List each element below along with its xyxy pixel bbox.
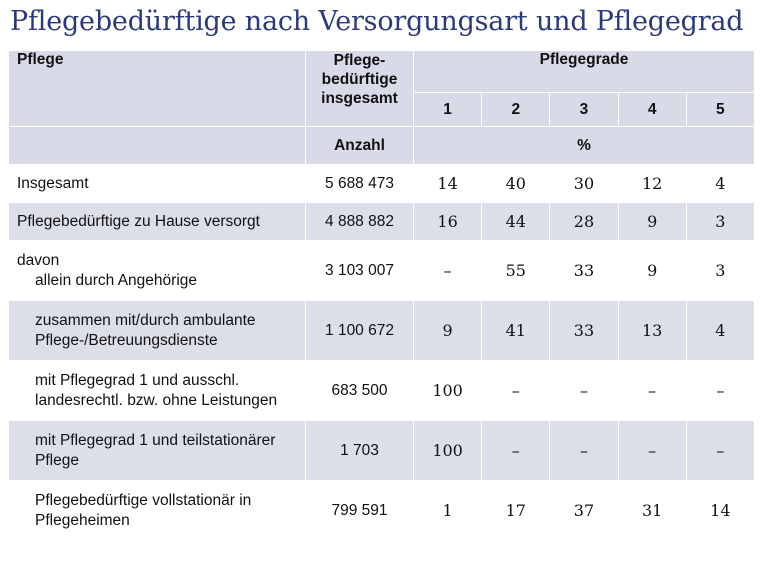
row-grade-5: 3 <box>686 241 754 301</box>
row-total: 4 888 882 <box>306 203 414 241</box>
row-label <box>9 421 306 481</box>
header-grade-5: 5 <box>686 93 754 127</box>
table-row <box>9 481 755 541</box>
row-total: 1 703 <box>306 421 414 481</box>
row-grade-3: – <box>550 421 618 481</box>
header-total-line1: Pflege- <box>333 52 386 69</box>
row-grade-1: 14 <box>414 165 482 203</box>
header-total-line2: bedürftige <box>321 71 398 88</box>
row-grade-2: 40 <box>482 165 550 203</box>
row-total: 5 688 473 <box>306 165 414 203</box>
row-grade-2: 44 <box>482 203 550 241</box>
row-grade-2: 55 <box>482 241 550 301</box>
row-grade-4: 12 <box>618 165 686 203</box>
header-total-line3: insgesamt <box>321 90 398 107</box>
row-total: 3 103 007 <box>306 241 414 301</box>
row-label-line: zusammen mit/durch ambulante <box>35 311 256 329</box>
row-label-line: mit Pflegegrad 1 und ausschl. <box>35 371 240 389</box>
row-grade-4: 31 <box>618 481 686 541</box>
row-total: 683 500 <box>306 361 414 421</box>
header-grade-4: 4 <box>618 93 686 127</box>
table-row <box>9 361 755 421</box>
table-body <box>9 165 755 541</box>
row-grade-5: 4 <box>686 301 754 361</box>
row-grade-3: – <box>550 361 618 421</box>
row-label-line: allein durch Angehörige <box>35 271 198 289</box>
row-grade-3: 28 <box>550 203 618 241</box>
row-grade-2: – <box>482 421 550 481</box>
row-label-line: mit Pflegegrad 1 und teilstationärer <box>35 431 276 449</box>
header-unit-total: Anzahl <box>306 127 414 165</box>
table-row <box>9 241 755 301</box>
row-grade-2: 17 <box>482 481 550 541</box>
row-grade-5: – <box>686 361 754 421</box>
row-total: 799 591 <box>306 481 414 541</box>
row-label-line: landesrechtl. bzw. ohne Leistungen <box>35 391 278 409</box>
header-grades: Pflegegrade <box>414 51 755 93</box>
row-grade-3: 33 <box>550 241 618 301</box>
row-grade-3: 37 <box>550 481 618 541</box>
row-grade-2: – <box>482 361 550 421</box>
row-grade-5: 14 <box>686 481 754 541</box>
row-label <box>9 203 306 241</box>
header-grade-3: 3 <box>550 93 618 127</box>
table-row <box>9 301 755 361</box>
data-table <box>8 50 755 541</box>
row-label-line: Insgesamt <box>17 174 89 192</box>
header-pflege: Pflege <box>9 51 306 127</box>
row-label <box>9 301 306 361</box>
row-grade-4: 13 <box>618 301 686 361</box>
header-grade-1: 1 <box>414 93 482 127</box>
header-grade-2: 2 <box>482 93 550 127</box>
row-label <box>9 165 306 203</box>
row-grade-1: 100 <box>414 361 482 421</box>
page-title: Pflegebedürftige nach Versorgungsart und Pflegegrad <box>10 6 744 37</box>
row-grade-1: 100 <box>414 421 482 481</box>
row-label-line: Pflege <box>35 451 79 469</box>
row-label-line: Pflegebedürftige zu Hause versorgt <box>17 212 260 230</box>
row-grade-4: 9 <box>618 203 686 241</box>
row-grade-2: 41 <box>482 301 550 361</box>
row-grade-4: – <box>618 421 686 481</box>
row-label-line: Pflegebedürftige vollstationär in <box>35 491 252 509</box>
row-grade-3: 30 <box>550 165 618 203</box>
row-grade-1: 1 <box>414 481 482 541</box>
header-unit-empty <box>9 127 306 165</box>
row-grade-1: 9 <box>414 301 482 361</box>
row-grade-5: 3 <box>686 203 754 241</box>
header-total <box>306 51 414 127</box>
table-row <box>9 203 755 241</box>
row-grade-5: – <box>686 421 754 481</box>
header-unit-grades: % <box>414 127 755 165</box>
row-grade-3: 33 <box>550 301 618 361</box>
row-label-line: Pflege-/Betreuungsdienste <box>35 331 218 349</box>
row-label <box>9 241 306 301</box>
row-grade-4: – <box>618 361 686 421</box>
table-row <box>9 421 755 481</box>
row-grade-1: – <box>414 241 482 301</box>
row-grade-5: 4 <box>686 165 754 203</box>
row-label-line: davon <box>17 251 60 269</box>
row-total: 1 100 672 <box>306 301 414 361</box>
row-label-line: Pflegeheimen <box>35 511 130 529</box>
row-label <box>9 361 306 421</box>
row-grade-4: 9 <box>618 241 686 301</box>
row-label <box>9 481 306 541</box>
table-row <box>9 165 755 203</box>
row-grade-1: 16 <box>414 203 482 241</box>
